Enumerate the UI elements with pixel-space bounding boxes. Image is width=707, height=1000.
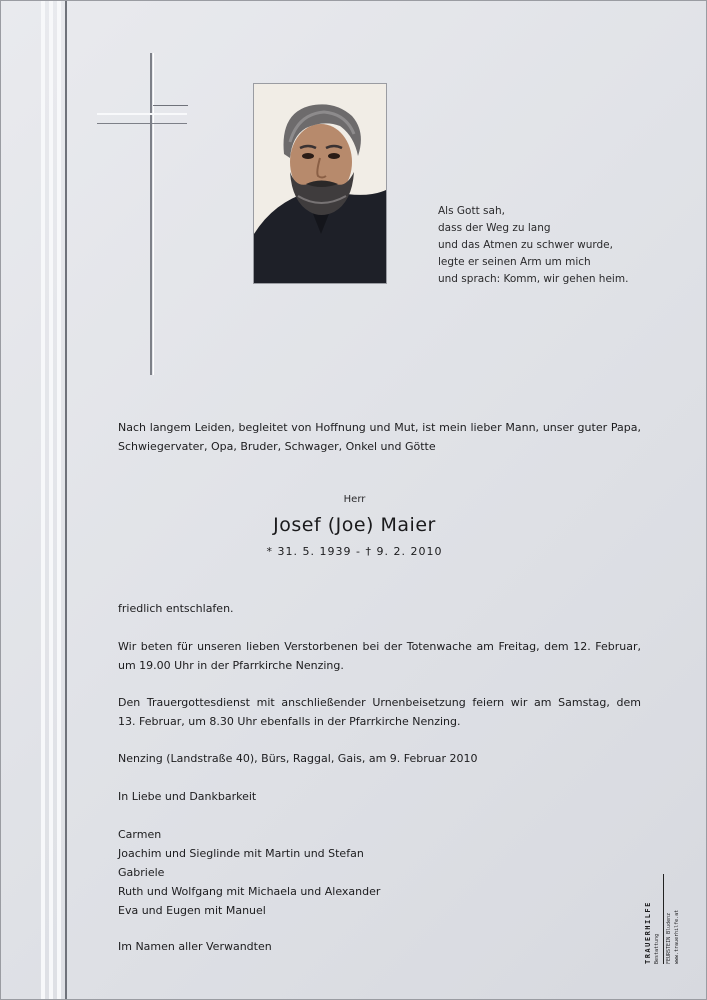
poem-line: dass der Weg zu lang bbox=[438, 222, 551, 234]
place-date-line: Nenzing (Landstraße 40), Bürs, Raggal, Gais, am 9. Februar 2010 bbox=[118, 752, 478, 765]
closing-line: In Liebe und Dankbarkeit bbox=[118, 790, 257, 803]
portrait-photo bbox=[253, 83, 387, 284]
signoff bbox=[118, 937, 641, 956]
deceased-name: Josef (Joe) Maier bbox=[273, 514, 436, 536]
passed-line: friedlich entschlafen. bbox=[118, 602, 234, 615]
intro-text: Nach langem Leiden, begleitet von Hoffnung und Mut, ist mein lieber Mann, unser guter Papa, Schwiegervater, Opa, Bruder, Schwager, Onkel und Götte bbox=[118, 421, 641, 453]
wake-paragraph bbox=[118, 637, 641, 675]
logo-web: www.trauerhilfe.at bbox=[674, 909, 680, 964]
logo-brand: TRAUERHILFE bbox=[644, 901, 652, 964]
logo-sub: Bestattung bbox=[654, 933, 660, 964]
life-dates: * 31. 5. 1939 - † 9. 2. 2010 bbox=[266, 545, 443, 558]
signoff-line: Im Namen aller Verwandten bbox=[118, 940, 272, 953]
passed-text bbox=[118, 599, 641, 618]
poem bbox=[438, 203, 678, 288]
wake-line: Wir beten für unseren lieben Verstorbenen bei der Totenwache am Freitag, dem 12. Februar, bbox=[118, 640, 641, 653]
family-member: Eva und Eugen mit Manuel bbox=[118, 904, 266, 917]
portrait-image bbox=[254, 84, 387, 284]
funeral-line: Den Trauergottesdienst mit anschließender Urnenbeisetzung feiern wir am Samstag, dem bbox=[118, 696, 641, 709]
family-list bbox=[118, 825, 518, 920]
family-member: Gabriele bbox=[118, 866, 165, 879]
funeral-paragraph bbox=[118, 693, 641, 731]
wake-line: um 19.00 Uhr in der Pfarrkirche Nenzing. bbox=[118, 659, 344, 672]
logo-address: FEURSTEIN Bludenz bbox=[666, 912, 672, 964]
place-date bbox=[118, 749, 641, 768]
honorific: Herr bbox=[343, 494, 366, 505]
closing bbox=[118, 787, 641, 806]
poem-line: Als Gott sah, bbox=[438, 205, 505, 217]
undertaker-logo bbox=[644, 874, 684, 964]
funeral-line: 13. Februar, um 8.30 Uhr ebenfalls in der Pfarrkirche Nenzing. bbox=[118, 715, 461, 728]
family-member: Carmen bbox=[118, 828, 162, 841]
family-member: Ruth und Wolfgang mit Michaela und Alexander bbox=[118, 885, 381, 898]
poem-line: und das Atmen zu schwer wurde, bbox=[438, 239, 613, 251]
family-member: Joachim und Sieglinde mit Martin und Stefan bbox=[118, 847, 364, 860]
poem-line: legte er seinen Arm um mich bbox=[438, 256, 591, 268]
poem-line: und sprach: Komm, wir gehen heim. bbox=[438, 273, 629, 285]
